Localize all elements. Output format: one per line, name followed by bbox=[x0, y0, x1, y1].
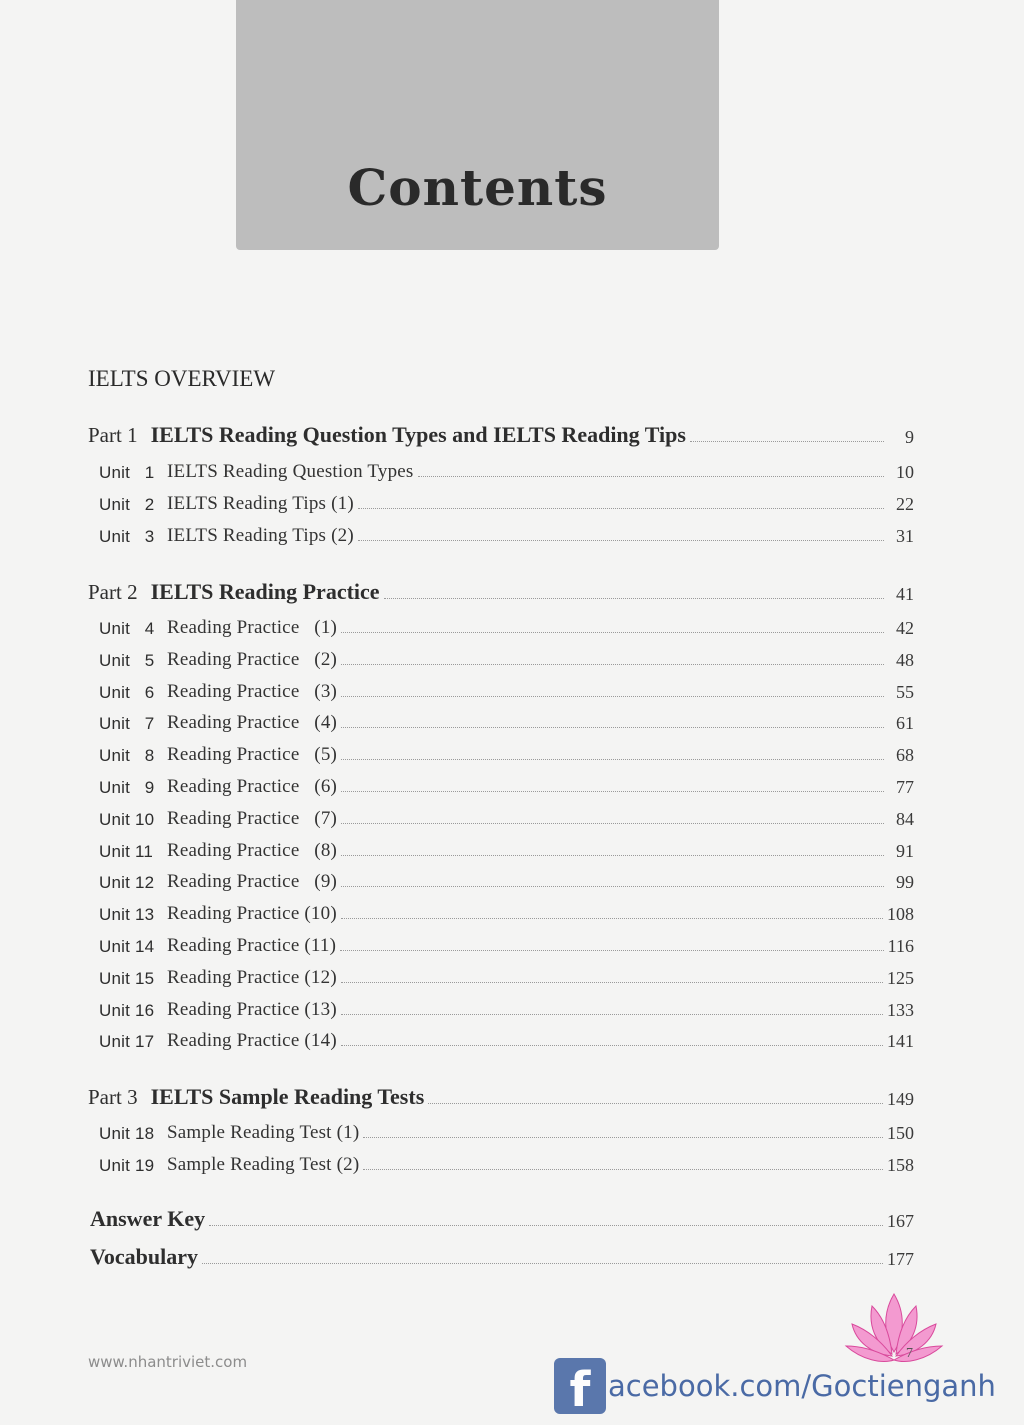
page-ref: 22 bbox=[896, 493, 914, 514]
page-ref: 158 bbox=[887, 1154, 914, 1175]
page-ref: 177 bbox=[887, 1249, 914, 1269]
page-number: 7 bbox=[906, 1346, 913, 1361]
toc-unit-row bbox=[88, 609, 914, 639]
page-ref: 68 bbox=[896, 745, 914, 766]
toc-unit-row bbox=[88, 704, 914, 734]
page-ref: 77 bbox=[896, 777, 914, 797]
unit-title: Reading Practice (3) bbox=[167, 680, 338, 702]
page-ref: 149 bbox=[887, 1089, 914, 1109]
unit-label: Unit 7 bbox=[99, 714, 155, 734]
unit-title: Reading Practice (13) bbox=[167, 998, 337, 1020]
page-ref: 116 bbox=[887, 936, 914, 956]
page-ref: 167 bbox=[887, 1211, 914, 1231]
toc-unit-row bbox=[88, 673, 914, 703]
facebook-icon: f bbox=[554, 1358, 606, 1414]
entry-title: Vocabulary bbox=[90, 1244, 198, 1269]
page-ref: 141 bbox=[887, 1031, 914, 1052]
facebook-text: acebook.com/Goctienganh bbox=[608, 1369, 996, 1403]
toc-unit-row bbox=[88, 863, 914, 893]
unit-title: IELTS Reading Tips (2) bbox=[167, 524, 354, 546]
dot-leader bbox=[341, 885, 884, 887]
unit-title: Reading Practice (1) bbox=[167, 617, 338, 638]
page-ref: 84 bbox=[896, 808, 914, 829]
dot-leader bbox=[428, 1102, 883, 1104]
unit-title: Reading Practice (10) bbox=[167, 903, 337, 925]
dot-leader bbox=[384, 597, 884, 599]
page-ref: 61 bbox=[896, 713, 914, 734]
unit-label: Unit 16 bbox=[99, 1000, 155, 1020]
part-label: Part 1 bbox=[88, 423, 138, 447]
toc-unit-row bbox=[88, 927, 914, 957]
unit-title: Reading Practice (11) bbox=[167, 935, 337, 956]
dot-leader bbox=[358, 507, 884, 509]
entry-title: Answer Key bbox=[90, 1206, 206, 1231]
dot-leader bbox=[341, 981, 883, 983]
contents-title-banner bbox=[236, 0, 719, 250]
page-ref: 42 bbox=[896, 618, 914, 638]
unit-label: Unit 19 bbox=[99, 1155, 155, 1175]
unit-title: IELTS Reading Question Types bbox=[167, 461, 414, 482]
section-heading: IELTS OVERVIEW bbox=[88, 366, 276, 391]
toc-unit-row bbox=[88, 485, 914, 515]
unit-title: Reading Practice (7) bbox=[167, 807, 338, 829]
page-ref: 133 bbox=[887, 999, 914, 1020]
dot-leader bbox=[340, 949, 884, 951]
unit-title: Reading Practice (14) bbox=[167, 1030, 337, 1052]
dot-leader bbox=[341, 1044, 883, 1046]
toc-unit-row bbox=[88, 832, 914, 862]
dot-leader bbox=[341, 726, 884, 728]
unit-label: Unit 9 bbox=[99, 778, 155, 797]
dot-leader bbox=[690, 440, 884, 442]
page-ref: 55 bbox=[896, 681, 914, 702]
toc-unit-row bbox=[88, 453, 914, 483]
page-ref: 91 bbox=[896, 840, 914, 861]
unit-label: Unit 6 bbox=[99, 682, 155, 702]
dot-leader bbox=[341, 854, 884, 856]
toc-unit-row bbox=[88, 736, 914, 766]
unit-label: Unit 8 bbox=[99, 746, 155, 766]
toc-unit-row bbox=[88, 641, 914, 671]
part-label: Part 3 bbox=[88, 1085, 138, 1109]
page-title: Contents bbox=[347, 158, 608, 217]
toc-unit-row bbox=[88, 991, 914, 1021]
unit-label: Unit 3 bbox=[99, 526, 155, 546]
dot-leader bbox=[341, 1013, 883, 1015]
part-title: IELTS Reading Question Types and IELTS Reading Tips bbox=[150, 422, 686, 447]
toc-unit-row bbox=[88, 895, 914, 925]
dot-leader bbox=[363, 1168, 883, 1170]
unit-label: Unit 15 bbox=[99, 968, 155, 988]
dot-leader bbox=[341, 663, 884, 665]
dot-leader bbox=[209, 1224, 883, 1226]
toc-entry-answer-key bbox=[88, 1202, 914, 1232]
unit-label: Unit 5 bbox=[99, 650, 155, 670]
unit-title: Reading Practice (2) bbox=[167, 648, 338, 670]
dot-leader bbox=[341, 631, 884, 633]
page-ref: 108 bbox=[887, 904, 914, 925]
unit-title: Reading Practice (8) bbox=[167, 839, 338, 861]
unit-title: Reading Practice (9) bbox=[167, 871, 338, 893]
toc-unit-row bbox=[88, 768, 914, 798]
unit-label: Unit 1 bbox=[99, 463, 155, 482]
unit-label: Unit 10 bbox=[99, 809, 155, 829]
unit-title: IELTS Reading Tips (1) bbox=[167, 492, 354, 514]
page-ref: 10 bbox=[896, 462, 914, 482]
dot-leader bbox=[341, 917, 883, 919]
dot-leader bbox=[202, 1262, 883, 1264]
unit-label: Unit 14 bbox=[99, 937, 155, 956]
unit-label: Unit 4 bbox=[99, 619, 155, 638]
dot-leader bbox=[341, 695, 884, 697]
footer-url: www.nhantriviet.com bbox=[88, 1353, 248, 1371]
unit-label: Unit 17 bbox=[99, 1032, 155, 1052]
toc-unit-row bbox=[88, 1146, 914, 1176]
toc-part-2 bbox=[88, 575, 914, 605]
page-ref: 125 bbox=[887, 967, 914, 988]
part-title: IELTS Sample Reading Tests bbox=[150, 1084, 425, 1109]
unit-label: Unit 12 bbox=[99, 873, 155, 893]
toc-unit-row bbox=[88, 800, 914, 830]
page-ref: 31 bbox=[896, 525, 914, 546]
toc-unit-row bbox=[88, 1114, 914, 1144]
page-ref: 48 bbox=[896, 649, 914, 670]
page-ref: 9 bbox=[905, 427, 914, 447]
unit-title: Sample Reading Test (1) bbox=[167, 1122, 360, 1143]
toc-part-1 bbox=[88, 418, 914, 448]
dot-leader bbox=[358, 539, 884, 541]
dot-leader bbox=[363, 1136, 883, 1138]
dot-leader bbox=[341, 790, 884, 792]
facebook-watermark bbox=[554, 1358, 996, 1418]
page-ref: 150 bbox=[887, 1123, 914, 1143]
toc-part-3 bbox=[88, 1080, 914, 1110]
unit-title: Sample Reading Test (2) bbox=[167, 1153, 360, 1175]
toc-unit-row bbox=[88, 517, 914, 547]
unit-title: Reading Practice (12) bbox=[167, 966, 337, 988]
part-title: IELTS Reading Practice bbox=[150, 579, 380, 604]
page-ref: 99 bbox=[896, 872, 914, 893]
unit-title: Reading Practice (5) bbox=[167, 744, 338, 766]
unit-label: Unit 13 bbox=[99, 905, 155, 925]
unit-label: Unit 18 bbox=[99, 1124, 155, 1143]
dot-leader bbox=[341, 758, 884, 760]
toc-unit-row bbox=[88, 1022, 914, 1052]
page-ref: 41 bbox=[896, 584, 914, 604]
unit-label: Unit 11 bbox=[99, 841, 154, 861]
toc-unit-row bbox=[88, 959, 914, 989]
unit-label: Unit 2 bbox=[99, 494, 155, 514]
unit-title: Reading Practice (6) bbox=[167, 776, 338, 797]
dot-leader bbox=[341, 822, 884, 824]
dot-leader bbox=[418, 475, 884, 477]
unit-title: Reading Practice (4) bbox=[167, 712, 338, 734]
part-label: Part 2 bbox=[88, 580, 138, 604]
toc-entry-vocabulary bbox=[88, 1240, 914, 1270]
